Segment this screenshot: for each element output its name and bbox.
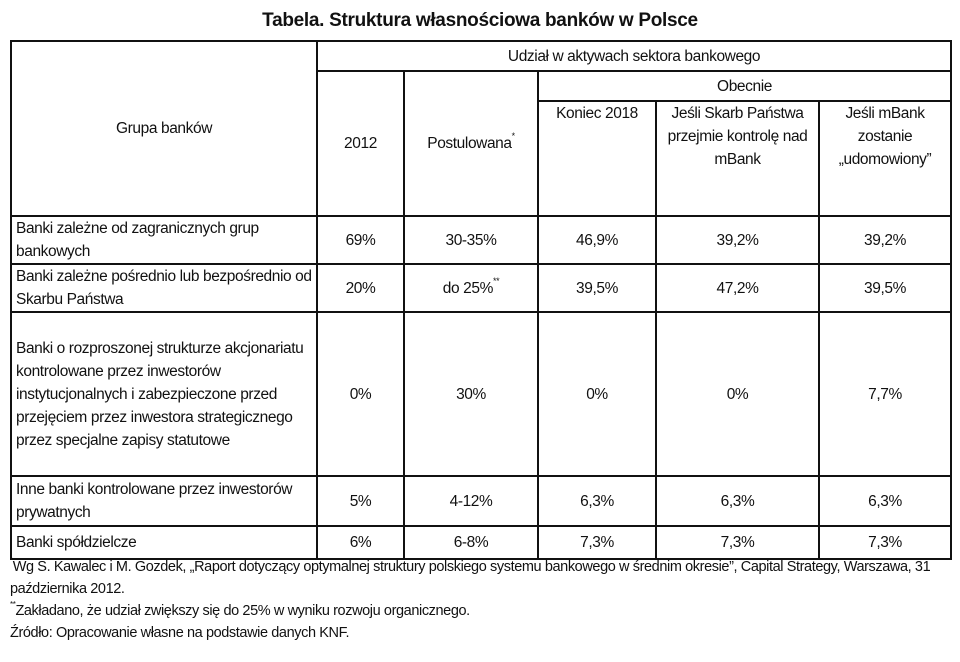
row-label: Banki zależne pośrednio lub bezpośrednio od Skarbu Państwa [11, 264, 317, 312]
value-domestic: 39,5% [819, 264, 951, 312]
row-label: Banki spółdzielcze [11, 526, 317, 559]
header-treasury: Jeśli Skarb Państwa przejmie kontrolę nad mBank [656, 101, 819, 216]
value-end2018: 6,3% [538, 476, 656, 526]
value-domestic: 7,7% [819, 312, 951, 476]
value-postulated: 30-35% [404, 216, 538, 264]
value-treasury: 39,2% [656, 216, 819, 264]
table-row [11, 526, 951, 559]
value-postulated: 30% [404, 312, 538, 476]
value-domestic: 7,3% [819, 526, 951, 559]
row-label: Banki zależne od zagranicznych grup bankowych [11, 216, 317, 264]
value-postulated: do 25%** [404, 264, 538, 312]
value-treasury: 0% [656, 312, 819, 476]
table-row [11, 264, 951, 312]
value-2012: 5% [317, 476, 404, 526]
table-row [11, 216, 951, 264]
table-title: Tabela. Struktura własnościowa banków w Polsce [262, 10, 698, 31]
header-domestic: Jeśli mBank zostanie „udomowiony” [819, 101, 951, 216]
value-end2018: 7,3% [538, 526, 656, 559]
value-domestic: 6,3% [819, 476, 951, 526]
value-2012: 69% [317, 216, 404, 264]
footnotes [10, 556, 955, 644]
ownership-table [10, 40, 952, 560]
table-row [11, 476, 951, 526]
value-treasury: 7,3% [656, 526, 819, 559]
footnote-1: *Wg S. Kawalec i M. Gozdek, „Raport dotyczący optymalnej struktury polskiego systemu bankowego w średnim okresie”, Capital Strategy, Warszawa, 31 października 2012. [10, 556, 931, 597]
value-end2018: 46,9% [538, 216, 656, 264]
header-share: Udział w aktywach sektora bankowego [317, 41, 951, 71]
value-postulated: 4-12% [404, 476, 538, 526]
value-end2018: 39,5% [538, 264, 656, 312]
header-end2018: Koniec 2018 [538, 101, 656, 216]
table-row [11, 312, 951, 476]
value-treasury: 6,3% [656, 476, 819, 526]
header-current: Obecnie [538, 71, 951, 101]
value-postulated: 6-8% [404, 526, 538, 559]
header-2012: 2012 [317, 71, 404, 216]
value-2012: 0% [317, 312, 404, 476]
value-domestic: 39,2% [819, 216, 951, 264]
header-group: Grupa banków [11, 41, 317, 216]
footnote-2: **Zakładano, że udział zwiększy się do 25% w wyniku rozwoju organicznego. [10, 600, 470, 619]
row-label: Inne banki kontrolowane przez inwestorów prywatnych [11, 476, 317, 526]
row-label: Banki o rozproszonej strukturze akcjonariatu kontrolowane przez inwestorów instytucjonalnych i zabezpieczone przed przejęciem przez inwestora strategicznego przez specjalne zapisy statutowe [11, 312, 317, 476]
value-end2018: 0% [538, 312, 656, 476]
header-postulated: Postulowana* [404, 71, 538, 216]
value-2012: 6% [317, 526, 404, 559]
source-note: Źródło: Opracowanie własne na podstawie danych KNF. [10, 625, 350, 641]
value-treasury: 47,2% [656, 264, 819, 312]
value-2012: 20% [317, 264, 404, 312]
